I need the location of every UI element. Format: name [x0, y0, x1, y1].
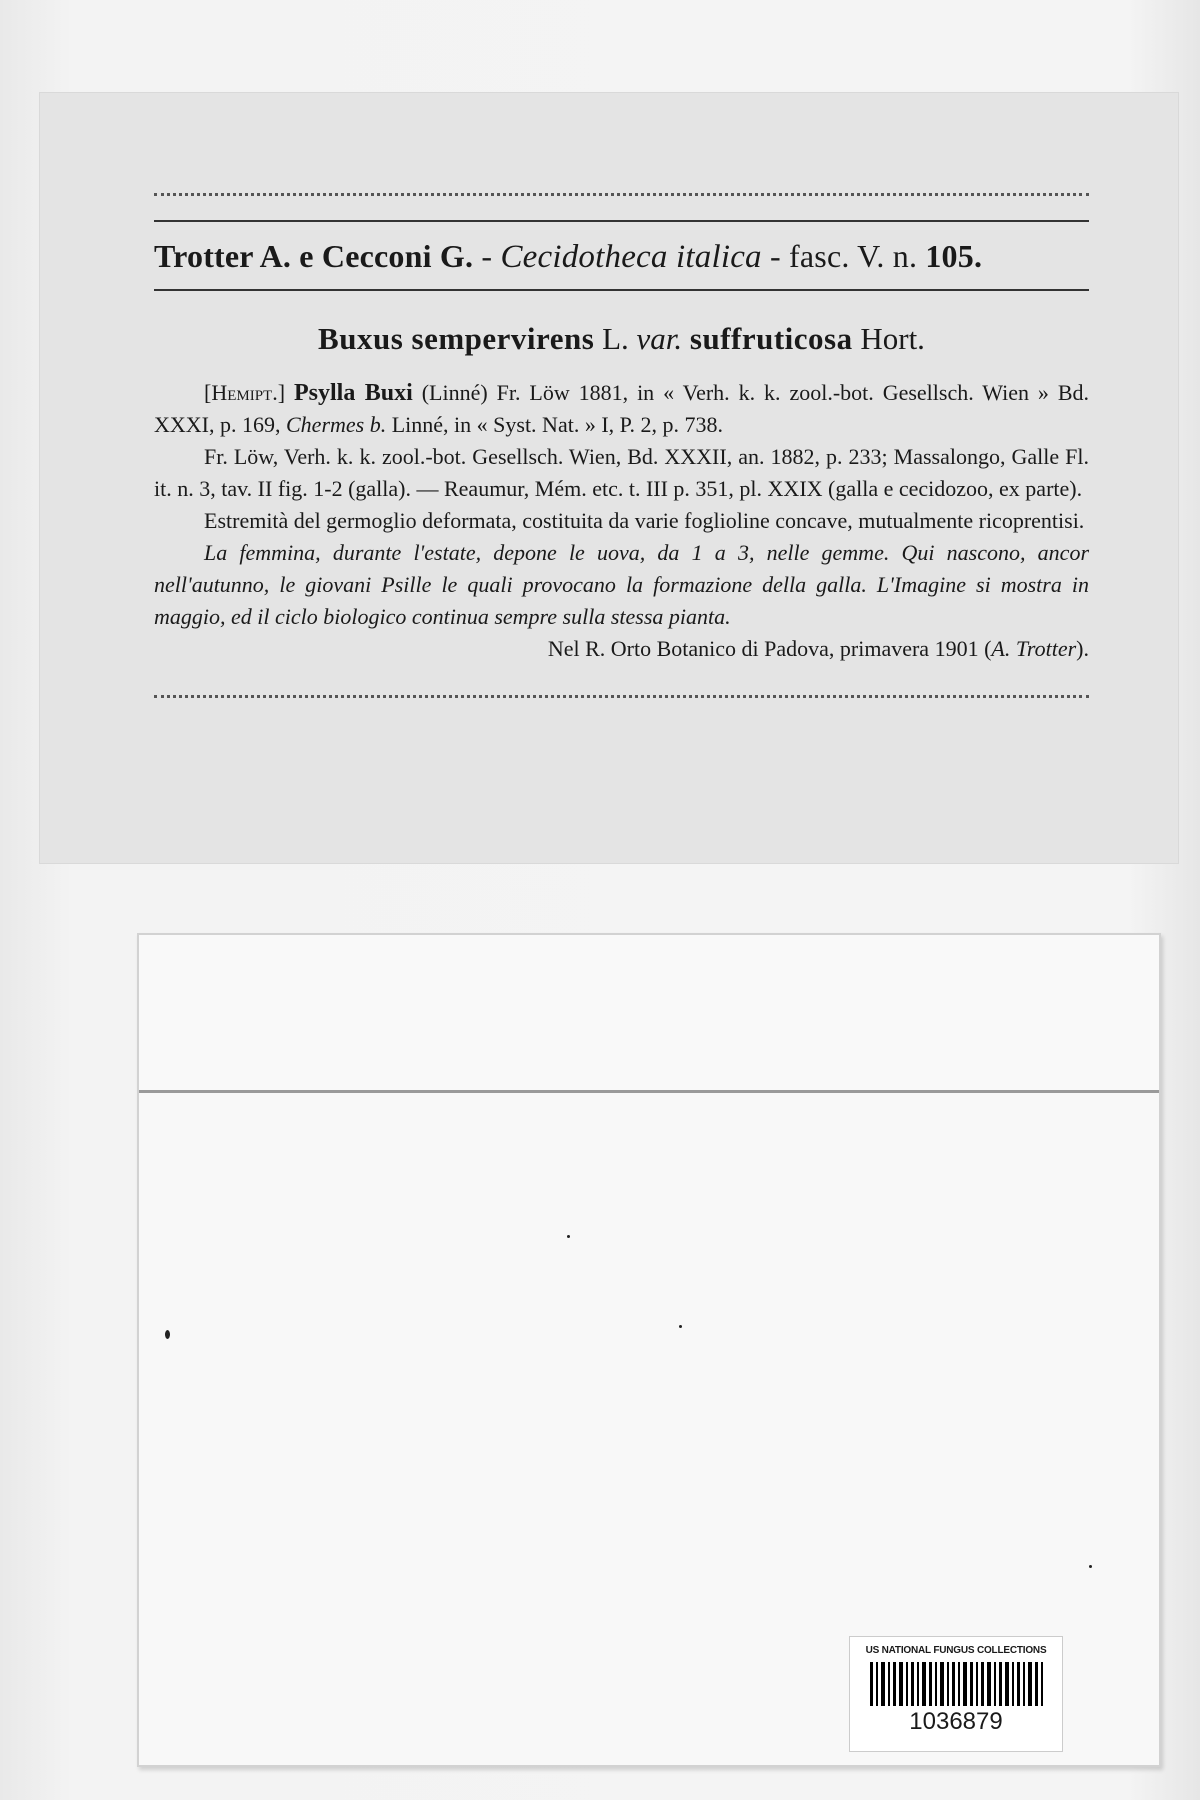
top-dotted-rule	[154, 193, 1089, 196]
gall-description: Estremità del germoglio deformata, costituita da varie foglioline concave, mutualmente ricoprentisi.	[204, 508, 1085, 533]
insect-order: [Hemipt.]	[204, 380, 286, 405]
bottom-dotted-rule	[154, 695, 1089, 698]
barcode-number: 1036879	[909, 1708, 1003, 1735]
header-separator: -	[761, 238, 790, 274]
host-rank: var.	[636, 321, 683, 356]
header-separator: -	[473, 238, 501, 274]
host-species: Buxus sempervirens	[318, 321, 595, 356]
host-name	[154, 319, 1089, 359]
gall-maker-species: Psylla Buxi	[293, 380, 413, 406]
header-journal: Cecidotheca italica	[500, 239, 762, 275]
host-author: L.	[602, 321, 629, 356]
header-top-rule	[154, 220, 1089, 222]
label-body	[154, 377, 1089, 665]
host-variety: suffruticosa	[689, 321, 853, 356]
label-content	[154, 193, 1089, 698]
locality-line	[154, 633, 1089, 665]
printed-label	[40, 93, 1178, 863]
citation-text-2: Linné, in « Syst. Nat. » I, P. 2, p. 738.	[391, 412, 723, 437]
locality-text: Nel R. Orto Botanico di Padova, primavera 1901 (	[547, 636, 992, 661]
header-number: 105.	[925, 238, 983, 274]
locality-close: ).	[1076, 636, 1089, 661]
synonym: Chermes b.	[286, 412, 387, 437]
packet-flap	[139, 935, 1159, 1093]
barcode-label	[849, 1636, 1063, 1752]
biology-paragraph: La femmina, durante l'estate, depone le uova, da 1 a 3, nelle gemme. Qui nascono, ancor nell'autunno, le giovani Psille le quali provocano la formazione della galla. L'Imagine si mostra in maggio, ed il ciclo biologico continua sempre sulla stessa pianta.	[154, 540, 1089, 629]
debris-speck	[165, 1330, 170, 1339]
exsiccata-header	[154, 234, 1089, 279]
gall-maker-paragraph	[154, 377, 1089, 441]
barcode-institution: US NATIONAL FUNGUS COLLECTIONS	[865, 1645, 1047, 1656]
header-authors: Trotter A. e Cecconi G.	[154, 238, 474, 274]
header-bottom-rule	[154, 289, 1089, 291]
debris-speck	[567, 1235, 570, 1238]
literature-paragraph: Fr. Löw, Verh. k. k. zool.-bot. Gesellsch. Wien, Bd. XXXII, an. 1882, p. 233; Massalongo, Galle Fl. it. n. 3, tav. II fig. 1-2 (galla). — Reaumur, Mém. etc. t. III p. 351, pl. XXIX (galla e cecidozoo, ex parte).	[154, 444, 1089, 501]
collector: A. Trotter	[991, 636, 1077, 661]
citation-text: (Linné) Fr. Löw 1881, in « Verh. k. k. zool.-bot. Gesellsch. Wien » Bd. XXXI, p. 169,	[154, 380, 1090, 437]
header-fascicle: fasc. V. n.	[789, 238, 918, 274]
debris-speck	[679, 1325, 682, 1328]
debris-speck	[1089, 1565, 1092, 1568]
barcode-bars	[864, 1662, 1048, 1706]
host-variety-author: Hort.	[860, 321, 925, 356]
